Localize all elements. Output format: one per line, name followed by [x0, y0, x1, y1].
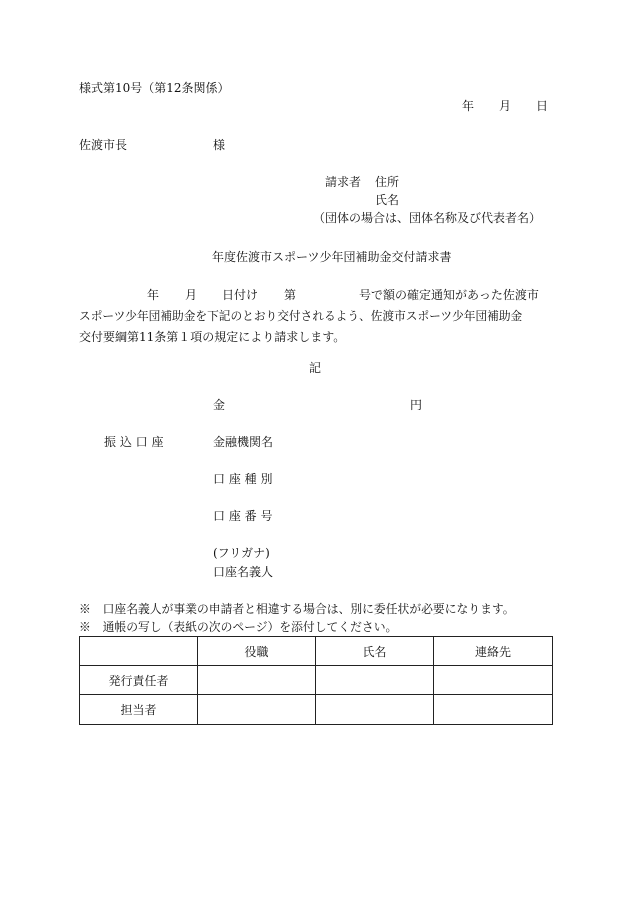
- bank-name-label: 金融機関名: [213, 435, 274, 449]
- table-header-row: [80, 637, 553, 666]
- body-year: 年: [147, 288, 160, 302]
- contact-table: [79, 636, 553, 725]
- document-title: 年度佐渡市スポーツ少年団補助金交付請求書: [212, 250, 452, 264]
- applicant-address-label: 住所: [375, 175, 400, 189]
- row-label: 担当者: [80, 695, 198, 725]
- body-month: 月: [185, 288, 198, 302]
- row-label: 発行責任者: [80, 666, 198, 695]
- note-item: ※ 通帳の写し（表紙の次のページ）を添付してください。: [79, 620, 398, 634]
- form-number: 様式第10号（第12条関係）: [79, 81, 230, 95]
- addressee-name: 佐渡市長: [79, 138, 128, 152]
- account-holder-label: 口座名義人: [213, 565, 274, 579]
- table-cell[interactable]: [434, 666, 553, 695]
- table-header-cell: [80, 637, 198, 666]
- transfer-label: 振 込 口 座: [104, 435, 164, 449]
- applicant-note: （団体の場合は、団体名称及び代表者名）: [313, 211, 542, 225]
- table-cell[interactable]: [198, 695, 316, 725]
- date-day: 日: [536, 99, 549, 113]
- table-cell[interactable]: [434, 695, 553, 725]
- body-day-ref: 日付け: [222, 288, 259, 302]
- applicant-label: 請求者: [325, 175, 362, 189]
- furigana-label: (フリガナ): [213, 546, 270, 560]
- addressee-honorific: 様: [213, 138, 226, 152]
- table-cell[interactable]: [198, 666, 316, 695]
- table-header-cell: 氏名: [316, 637, 434, 666]
- body-line2: スポーツ少年団補助金を下記のとおり交付されるよう、佐渡市スポーツ少年団補助金: [79, 309, 523, 323]
- table-row: [80, 666, 553, 695]
- table-header-cell: 連絡先: [434, 637, 553, 666]
- account-type-label: 口 座 種 別: [213, 472, 273, 486]
- body-dai: 第: [284, 288, 297, 302]
- table-cell[interactable]: [316, 695, 434, 725]
- table-header-cell: 役職: [198, 637, 316, 666]
- date-year: 年: [462, 99, 475, 113]
- note-item: ※ 口座名義人が事業の申請者と相違する場合は、別に委任状が必要になります。: [79, 602, 515, 616]
- amount-unit: 円: [410, 398, 423, 412]
- body-paragraph: [79, 285, 551, 348]
- amount-label: 金: [213, 398, 226, 412]
- date-month: 月: [499, 99, 512, 113]
- table-cell[interactable]: [316, 666, 434, 695]
- table-row: [80, 695, 553, 725]
- body-rest-line1: 号で額の確定通知があった佐渡市: [359, 288, 539, 302]
- account-number-label: 口 座 番 号: [213, 509, 273, 523]
- body-line3: 交付要綱第11条第１項の規定により請求します。: [79, 330, 346, 344]
- ki-heading: 記: [309, 361, 322, 375]
- applicant-name-label: 氏名: [375, 193, 400, 207]
